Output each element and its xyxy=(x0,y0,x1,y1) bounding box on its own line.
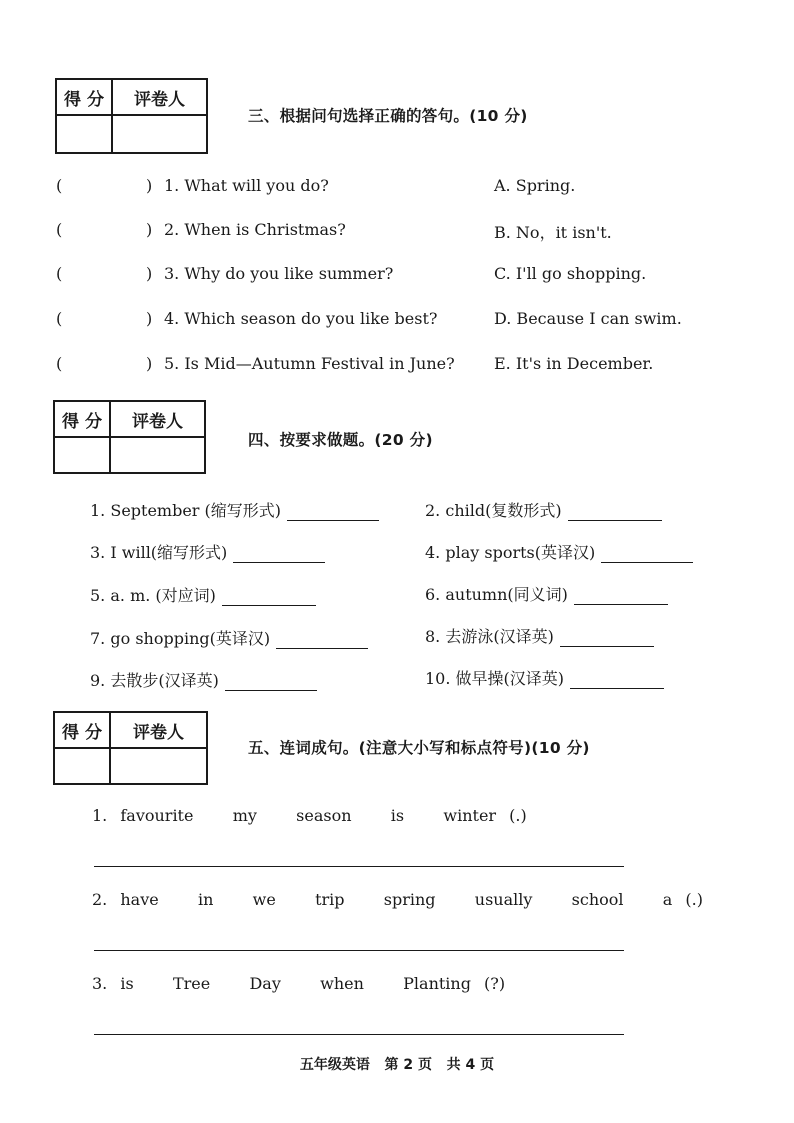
grader-label: 评卷人 xyxy=(113,80,206,116)
answer-paren-close: ) xyxy=(146,220,153,239)
answer-paren-open[interactable]: ( xyxy=(56,220,63,239)
fill-item-8 xyxy=(425,624,654,647)
fill-item-1 xyxy=(90,498,379,521)
answer-blank[interactable] xyxy=(574,588,668,605)
fill-prompt: 7. go shopping(英译汉) xyxy=(90,629,271,648)
question-text: 4. Which season do you like best? xyxy=(164,309,438,328)
answer-paren-close: ) xyxy=(146,264,153,283)
match-question-2 xyxy=(56,220,696,244)
score-label: 得 分 xyxy=(55,713,111,749)
page-footer: 五年级英语 第 2 页 共 4 页 xyxy=(299,1057,495,1073)
grader-label: 评卷人 xyxy=(111,713,206,749)
answer-option: D. Because I can swim. xyxy=(494,309,682,328)
scrambled-sentence-1: 1. favourite my season is winter (.) xyxy=(92,806,527,825)
answer-paren-open[interactable]: ( xyxy=(56,176,63,195)
answer-paren-open[interactable]: ( xyxy=(56,354,63,373)
score-box-section4 xyxy=(53,400,206,474)
answer-blank[interactable] xyxy=(222,589,316,606)
answer-option: B. No，it isn't. xyxy=(494,223,612,242)
scrambled-sentence-3: 3. is Tree Day when Planting (?) xyxy=(92,974,506,993)
answer-option: A. Spring. xyxy=(494,176,576,195)
answer-paren-open[interactable]: ( xyxy=(56,309,63,328)
section4-title: 四、按要求做题。(20 分) xyxy=(248,431,433,449)
fill-prompt: 3. I will(缩写形式) xyxy=(90,543,228,562)
section5-title: 五、连词成句。(注意大小写和标点符号)(10 分) xyxy=(248,739,590,757)
answer-option: E. It's in December. xyxy=(494,354,654,373)
match-question-4 xyxy=(56,309,696,333)
answer-blank[interactable] xyxy=(287,504,379,521)
match-question-3 xyxy=(56,264,696,288)
answer-paren-close: ) xyxy=(146,176,153,195)
answer-blank[interactable] xyxy=(225,674,317,691)
fill-item-5 xyxy=(90,583,316,606)
fill-prompt: 6. autumn(同义词) xyxy=(425,585,568,604)
fill-item-4 xyxy=(425,540,693,563)
question-text: 3. Why do you like summer? xyxy=(164,264,394,283)
fill-item-7 xyxy=(90,626,368,649)
question-text: 2. When is Christmas? xyxy=(164,220,346,239)
answer-line-1[interactable] xyxy=(94,866,624,867)
scrambled-sentence-2: 2. have in we trip spring usually school a (.) xyxy=(92,890,703,909)
fill-prompt: 2. child(复数形式) xyxy=(425,501,562,520)
fill-prompt: 8. 去游泳(汉译英) xyxy=(425,627,554,646)
answer-paren-close: ) xyxy=(146,354,153,373)
answer-blank[interactable] xyxy=(570,672,664,689)
section3-title: 三、根据问句选择正确的答句。(10 分) xyxy=(248,107,528,125)
fill-item-6 xyxy=(425,582,668,605)
fill-prompt: 5. a. m. (对应词) xyxy=(90,586,216,605)
fill-item-9 xyxy=(90,668,317,691)
fill-prompt: 10. 做早操(汉译英) xyxy=(425,669,565,688)
score-box-section3 xyxy=(55,78,208,154)
answer-paren-open[interactable]: ( xyxy=(56,264,63,283)
question-text: 1. What will you do? xyxy=(164,176,329,195)
answer-blank[interactable] xyxy=(276,632,368,649)
answer-line-3[interactable] xyxy=(94,1034,624,1035)
score-field[interactable] xyxy=(57,116,113,152)
fill-item-3 xyxy=(90,540,325,563)
score-field[interactable] xyxy=(55,438,111,472)
grader-field[interactable] xyxy=(111,438,204,472)
answer-option: C. I'll go shopping. xyxy=(494,264,647,283)
grader-field[interactable] xyxy=(111,749,206,783)
question-text: 5. Is Mid—Autumn Festival in June? xyxy=(164,354,455,373)
fill-prompt: 9. 去散步(汉译英) xyxy=(90,671,219,690)
score-label: 得 分 xyxy=(55,402,111,438)
grader-label: 评卷人 xyxy=(111,402,204,438)
answer-blank[interactable] xyxy=(233,546,325,563)
score-label: 得 分 xyxy=(57,80,113,116)
fill-item-10 xyxy=(425,666,664,689)
answer-paren-close: ) xyxy=(146,309,153,328)
answer-blank[interactable] xyxy=(601,546,693,563)
answer-line-2[interactable] xyxy=(94,950,624,951)
answer-blank[interactable] xyxy=(560,630,654,647)
match-question-1 xyxy=(56,176,696,200)
match-question-5 xyxy=(56,354,696,378)
fill-item-2 xyxy=(425,498,662,521)
grader-field[interactable] xyxy=(113,116,206,152)
fill-prompt: 4. play sports(英译汉) xyxy=(425,543,596,562)
answer-blank[interactable] xyxy=(568,504,662,521)
score-box-section5 xyxy=(53,711,208,785)
score-field[interactable] xyxy=(55,749,111,783)
fill-prompt: 1. September (缩写形式) xyxy=(90,501,282,520)
